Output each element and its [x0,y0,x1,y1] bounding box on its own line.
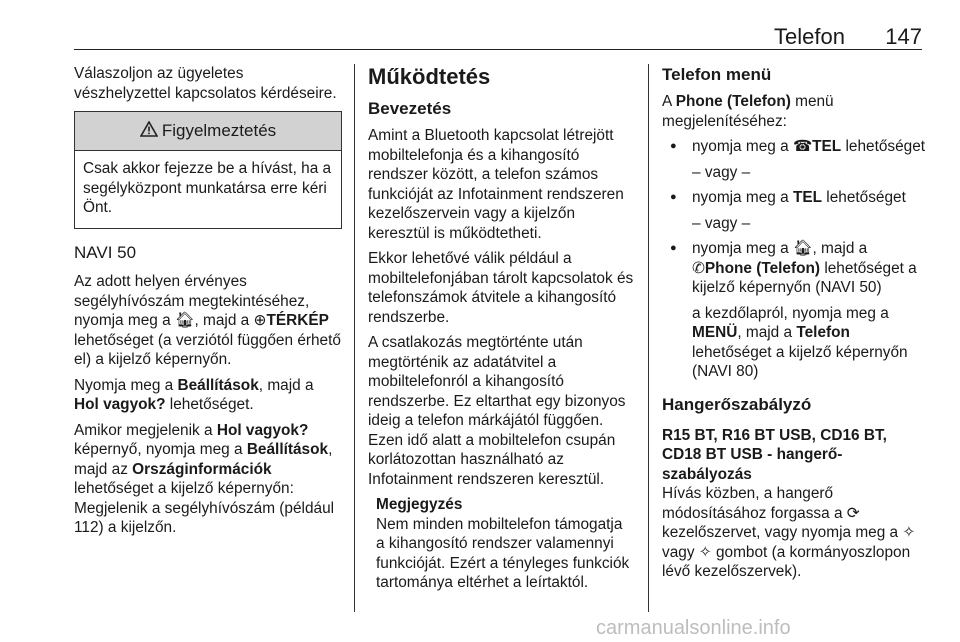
home-icon: 🏠︎ [174,312,195,329]
warning-box [74,111,342,229]
warning-title: Figyelmeztetés [161,121,277,141]
operation-paragraph-1: Amint a Bluetooth kapcsolat létrejött mobiltelefonja és a kihangosító rendszer között, a telefon számos funkcióját az Infotainment rendszeren kezelőszervein vagy a kijelzőn keresztül is működtetheti. [368,127,624,242]
note-text: Nem minden mobiltelefon támogatja a kihangosító rendszer valamennyi funkcióját. Ezért a tényleges funkciók tartománya eltérhet a leírtaktól. [376,515,630,591]
page-number: 147 [885,24,922,49]
column-3 [662,64,930,588]
phone-menu-list-3 [662,239,930,382]
operation-paragraph-3: A csatlakozás megtörténte után megtörténik az adatátvitel a mobiltelefonról a kihangosító rendszerbe. Ez eltarthat egy bizonyos ideig a telefon márkájától függően. Ezen idő alatt a mobiltelefon csupán korlátozottan használható az Infotainment rendszeren keresztül. [368,334,626,488]
subsection-title: Bevezetés [368,99,452,118]
column-1 [74,64,342,544]
watermark: carmanualsonline.info [596,617,791,639]
page-header [0,0,960,52]
column-2 [368,64,634,593]
volume-up-icon: ✧ [902,524,916,541]
phone-menu-list [662,137,930,157]
or-separator: – vagy – [692,163,751,181]
volume-heading: Hangerőszabályzó [662,394,812,414]
volume-paragraph: Hívás közben, a hangerő módosításához forgassa a ⟳ kezelőszervet, vagy nyomja meg a ✧ vagy ✧ gombot (a kormányoszlopon lévő kezelőszervek). [662,485,916,580]
warning-text: Csak akkor fejezze be a hívást, ha a segélyközpont munkatársa erre kéri Önt. [83,160,332,216]
note-block [368,495,634,593]
intro-text: Válaszoljon az ügyeletes vészhelyzettel kapcsolatos kérdéseire. [74,65,337,102]
or-separator: – vagy – [692,214,751,232]
section-title: Működtetés [368,64,491,89]
navi50-heading: NAVI 50 [74,242,137,262]
phone-menu-intro: A Phone (Telefon) menü megjelenítéséhez: [662,93,834,130]
header-rule [74,49,922,50]
list-item: ● nyomja meg a TEL lehetőséget [662,188,930,208]
list-item: ● nyomja meg a 🏠︎, majd a ✆Phone (Telefon) lehetőséget a kijelző képernyőn (NAVI 50) a kezdőlapról, nyomja meg a MENÜ, majd a Telefon lehetőséget a kijelző képernyőn (NAVI 80) [662,239,930,382]
phone-handset-icon: ✆ [692,259,705,277]
column-divider-1 [354,64,355,612]
map-icon: ⊕ [253,312,267,329]
warning-header [75,112,341,151]
navi-paragraph-1: Az adott helyen érvényes segélyhívószám megtekintéséhez, nyomja meg a 🏠︎, majd a ⊕TÉRKÉP lehetőséget (a verziótól függően érhető el) a kijelző képernyőn. [74,273,341,368]
phone-menu-list-2 [662,188,930,208]
operation-paragraph-2: Ekkor lehetővé válik például a mobiltelefonjában tárolt kapcsolatok és telefonszámok átvitele a kihangosító rendszerbe. [368,250,634,326]
phone-menu-heading: Telefon menü [662,65,772,84]
rotary-knob-icon: ⟳ [846,504,860,522]
note-title: Megjegyzés [376,496,463,513]
home-icon: 🏠︎ [792,240,813,257]
list-item: ● nyomja meg a ☎︎TEL lehetőséget [662,137,930,157]
warning-triangle-icon [140,121,158,142]
column-divider-2 [648,64,649,612]
volume-down-icon: ✧ [698,543,712,561]
navi-paragraph-3: Amikor megjelenik a Hol vagyok? képernyő, nyomja meg a Beállítások, majd az Országinformációk lehetőséget a kijelző képernyőn: Megjelenik a segélyhívószám (például 112) a kijelzőn. [74,421,335,536]
phone-button-icon: ☎︎ [792,138,813,155]
chapter-title: Telefon [774,24,845,49]
volume-models-heading: R15 BT, R16 BT USB, CD16 BT, CD18 BT USB - hangerő-szabályozás [662,426,887,483]
navi-paragraph-2: Nyomja meg a Beállítások, majd a Hol vagyok? lehetőséget. [74,376,314,413]
